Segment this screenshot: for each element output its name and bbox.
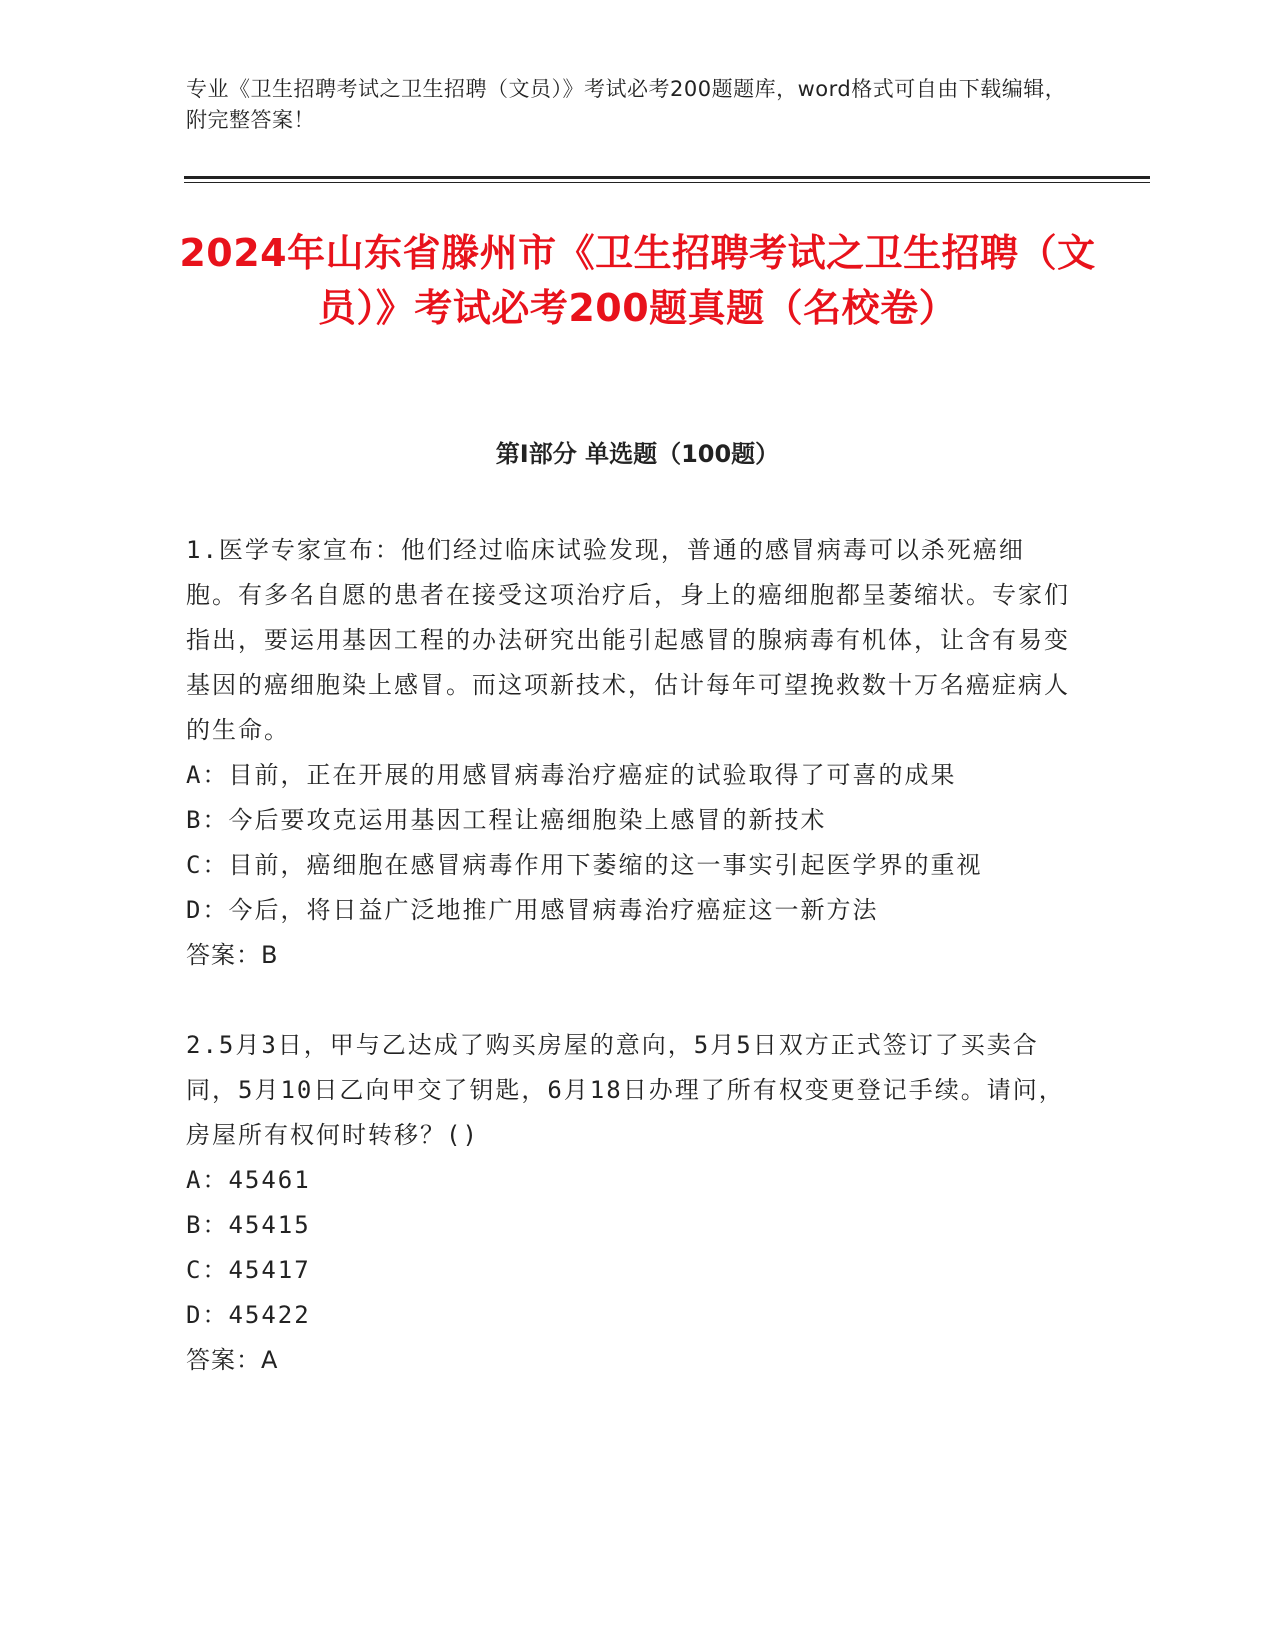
document-title: 2024年山东省滕州市《卫生招聘考试之卫生招聘（文员）》考试必考200题真题（名校卷） xyxy=(179,231,1096,330)
answer-label: 答案：A xyxy=(186,1346,279,1374)
option-b: B：今后要攻克运用基因工程让癌细胞染上感冒的新技术 xyxy=(186,806,827,834)
option-d: D：45422 xyxy=(186,1301,311,1329)
option-a: A：目前，正在开展的用感冒病毒治疗癌症的试验取得了可喜的成果 xyxy=(186,761,957,789)
header-divider-thin xyxy=(184,182,1150,183)
header-note: 专业《卫生招聘考试之卫生招聘（文员）》考试必考200题题库，word格式可自由下载编辑，附完整答案！ xyxy=(186,77,1067,132)
question-stem: 2.5月3日，甲与乙达成了购买房屋的意向，5月5日双方正式签订了买卖合同，5月10日乙向甲交了钥匙，6月18日办理了所有权变更登记手续。请问，房屋所有权何时转移？() xyxy=(186,1031,1065,1149)
option-a: A：45461 xyxy=(186,1166,311,1194)
question-1 xyxy=(186,528,1076,978)
header-divider-thick xyxy=(184,176,1150,179)
option-c: C：目前，癌细胞在感冒病毒作用下萎缩的这一事实引起医学界的重视 xyxy=(186,851,983,879)
option-c: C：45417 xyxy=(186,1256,311,1284)
question-2 xyxy=(186,1023,1076,1383)
option-b: B：45415 xyxy=(186,1211,311,1239)
question-stem: 1.医学专家宣布：他们经过临床试验发现，普通的感冒病毒可以杀死癌细胞。有多名自愿的患者在接受这项治疗后，身上的癌细胞都呈萎缩状。专家们指出，要运用基因工程的办法研究出能引起感冒的腺病毒有机体，让含有易变基因的癌细胞染上感冒。而这项新技术，估计每年可望挽救数十万名癌症病人的生命。 xyxy=(186,536,1070,744)
section-heading: 第I部分 单选题（100题） xyxy=(495,440,780,468)
option-d: D：今后，将日益广泛地推广用感冒病毒治疗癌症这一新方法 xyxy=(186,896,879,924)
answer-label: 答案：B xyxy=(186,941,279,969)
